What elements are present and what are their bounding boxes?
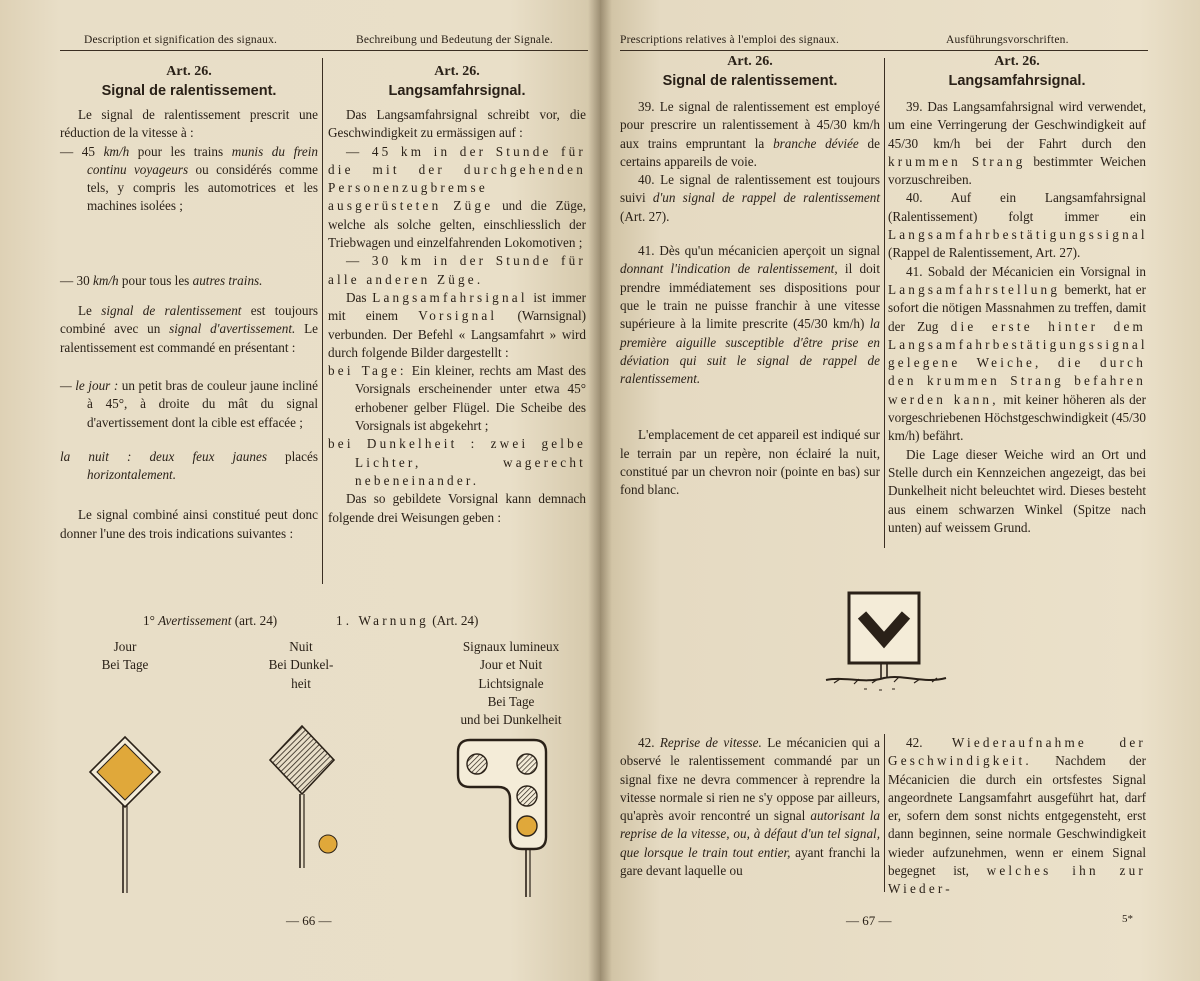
paragraph-speed-30: — 30 km in der Stunde für alle anderen Züge. [328, 253, 586, 287]
paragraph-39: 39. Le signal de ralentissement est employé pour prescrire un ralentissement à 45/30 km/h aux trains empruntant la branche déviée de certains appareils de voie. [620, 99, 881, 169]
paragraph-speed-45: — 45 km in der Stunde für die mit der durchgehenden Personenzugbremse ausgerüsteten Züge und die Züge, welche als solche gelten, einschliesslich der Triebwagen und einzelfahrenden Lokomotiven ; [328, 143, 586, 251]
paragraph-40: 40. Le signal de ralentissement est toujours suivi d'un signal de rappel de ralentissement (Art. 27). [620, 172, 880, 224]
diamond-signal-night-icon [262, 722, 352, 872]
chevron-marker-icon [824, 590, 954, 700]
paragraph-combined: Le signal de ralentissement est toujours combiné avec un signal d'avertissement. Le ralentissement est commandé en présentant : [60, 303, 318, 355]
header-rule [60, 50, 588, 51]
paragraph-final: Das so gebildete Vorsignal kann demnach folgende drei Weisungen geben : [328, 491, 586, 525]
paragraph-intro: Le signal de ralentissement prescrit une réduction de la vitesse à : [60, 107, 318, 141]
article-heading: Art. 26. [166, 64, 212, 79]
column-divider [884, 58, 885, 548]
column-label-day: Jour Bei Tage [101, 639, 149, 673]
paragraph-speed-30: — 30 km/h pour tous les autres trains. [60, 272, 263, 288]
paragraph-placement: L'emplacement de cet appareil est indiqué sur le terrain par un repère, non éclairé la nuit, constitué par un chevron noir (pointe en bas) sur fond blanc. [620, 427, 880, 498]
paragraph-night: la nuit : deux feux jaunes placés horizontalement. [60, 448, 319, 483]
paragraph-41: 41. Dès qu'un mécanicien aperçoit un signal donnant l'indication de ralentissement, il doit prendre immédiatement ses dispositions pour que le train ne puisse franchir à une vitesse supérieure à la limite prescrite (45/30 km/h) la première aiguille susceptible d'être prise en déviation qui suit le signal de rappel de ralentissement. [620, 243, 881, 387]
paragraph-42: 42. Wiederaufnahme der Geschwindigkeit. Nachdem der Mécanicien die durch ein ortsfestes Signal angeordnete Langsamfahrt ausgeführt hat, darf er, sofern dem sonst nichts entgegensteht, erst dann beginnen, seine normale Geschwindigkeit wieder aufzunehmen, wenn er einem Signal begegnet ist, welches ihn zur Wieder- [888, 735, 1146, 897]
light-signal-icon [452, 737, 552, 899]
column-label-light: Signaux lumineux Jour et Nuit Lichtsignale Bei Tage und bei Dunkelheit [460, 639, 562, 728]
paragraph-39: 39. Das Langsamfahrsignal wird verwendet, um eine Verringerung der Geschwindigkeit auf 45/30 km/h bei der Fahrt durch den krummen Strang bestimmter Weichen vorzuschreiben. [888, 99, 1146, 188]
running-head-right: Ausführungsvorschriften. [946, 34, 1069, 46]
page-number: — 67 — [846, 913, 892, 928]
paragraph-placement: Die Lage dieser Weiche wird an Ort und Stelle durch ein Kennzeichen angezeigt, das bei Dunkelheit nicht beleuchtet wird. Dieses besteht aus einem schwarzen Winkel (Spitze nach unten) auf weissem Grund. [888, 446, 1146, 535]
paragraph-day: — le jour : un petit bras de couleur jaune incliné à 45°, à droite du mât du signal d'avertissement dont la cible est effacée ; [60, 377, 319, 430]
french-column [620, 52, 880, 500]
figure-caption-fr: 1° Avertissement (art. 24) [143, 613, 278, 628]
column-label-night: Nuit Bei Dunkel- heit [268, 639, 334, 691]
signature-mark: 5* [1122, 913, 1133, 925]
figure-caption-de: 1. Warnung (Art. 24) [336, 613, 479, 628]
paragraph-combined: Das Langsamfahrsignal ist immer mit einem Vorsignal (Warnsignal) verbunden. Der Befehl « Langsamfahrt » wird durch folgende Bilder dargestellt : [328, 289, 586, 360]
article-heading: Art. 26. [727, 54, 773, 69]
running-head-left: Description et signification des signaux. [84, 34, 278, 46]
german-column [328, 62, 586, 527]
paragraph-final: Le signal combiné ainsi constitué peut donc donner l'une des trois indications suivantes : [60, 507, 318, 541]
german-column [888, 52, 1146, 537]
paragraph-42: 42. Reprise de vitesse. Le mécanicien qui a observé le ralentissement commandé par un signal fixe ne devra commencer à reprendre la vitesse normale si rien ne s'y oppose par ailleurs, qu'après avoir rencontré un signal autorisant la reprise de la vitesse, ou, à défaut d'un tel signal, que lorsque le train tout entier, ayant franchi la gare devant laquelle ou [620, 735, 881, 879]
column-divider [322, 58, 323, 584]
paragraph-day: bei Tage: Ein kleiner, rechts am Mast des Vorsignals erscheinender unter etwa 45° erhobener gelber Flügel. Die Scheibe des Vorsignals ist abgekehrt ; [328, 363, 587, 434]
paragraph-speed-45: — 45 km/h pour les trains munis du frein continu voyageurs ou considérés comme tels, y compris les automotrices et les machines isolées ; [60, 143, 318, 214]
german-column-lower [888, 734, 1146, 899]
running-head-right: Bechreibung und Bedeutung der Signale. [356, 34, 553, 46]
article-title: Signal de ralentissement. [101, 83, 277, 99]
paragraph-40: 40. Auf ein Langsamfahrsignal (Ralentissement) folgt immer ein Langsamfahrbestätigungssignal (Rappel de Ralentissement, Art. 27). [888, 190, 1148, 261]
diamond-signal-day-icon [80, 735, 170, 895]
running-head-left: Prescriptions relatives à l'emploi des signaux. [620, 34, 840, 46]
right-page [600, 0, 1200, 981]
article-title: Langsamfahrsignal. [948, 73, 1086, 89]
paragraph-night: bei Dunkelheit : zwei gelbe Lichter, wagerecht nebeneinander. [328, 436, 587, 488]
french-column [60, 62, 318, 543]
page-number: — 66 — [286, 913, 332, 928]
column-divider-lower [884, 734, 885, 892]
article-heading: Art. 26. [994, 54, 1040, 69]
article-title: Signal de ralentissement. [662, 73, 838, 89]
french-column-lower [620, 734, 880, 880]
book-gutter [588, 0, 612, 981]
article-title: Langsamfahrsignal. [388, 83, 526, 99]
header-rule [620, 50, 1148, 51]
article-heading: Art. 26. [434, 64, 480, 79]
paragraph-41: 41. Sobald der Mécanicien ein Vorsignal in Langsamfahrstellung bemerkt, hat er sofort die nötigen Massnahmen zu treffen, damit der Zug die erste hinter dem Langsamfahrbestätigungssignal gelegene Weiche, die durch den krummen Strang befahren werden kann, mit keiner höheren als der vorgeschriebenen Höchstgeschwindigkeit (45/30 km/h) befährt. [888, 263, 1148, 444]
paragraph-intro: Das Langsamfahrsignal schreibt vor, die Geschwindigkeit zu ermässigen auf : [328, 107, 586, 141]
